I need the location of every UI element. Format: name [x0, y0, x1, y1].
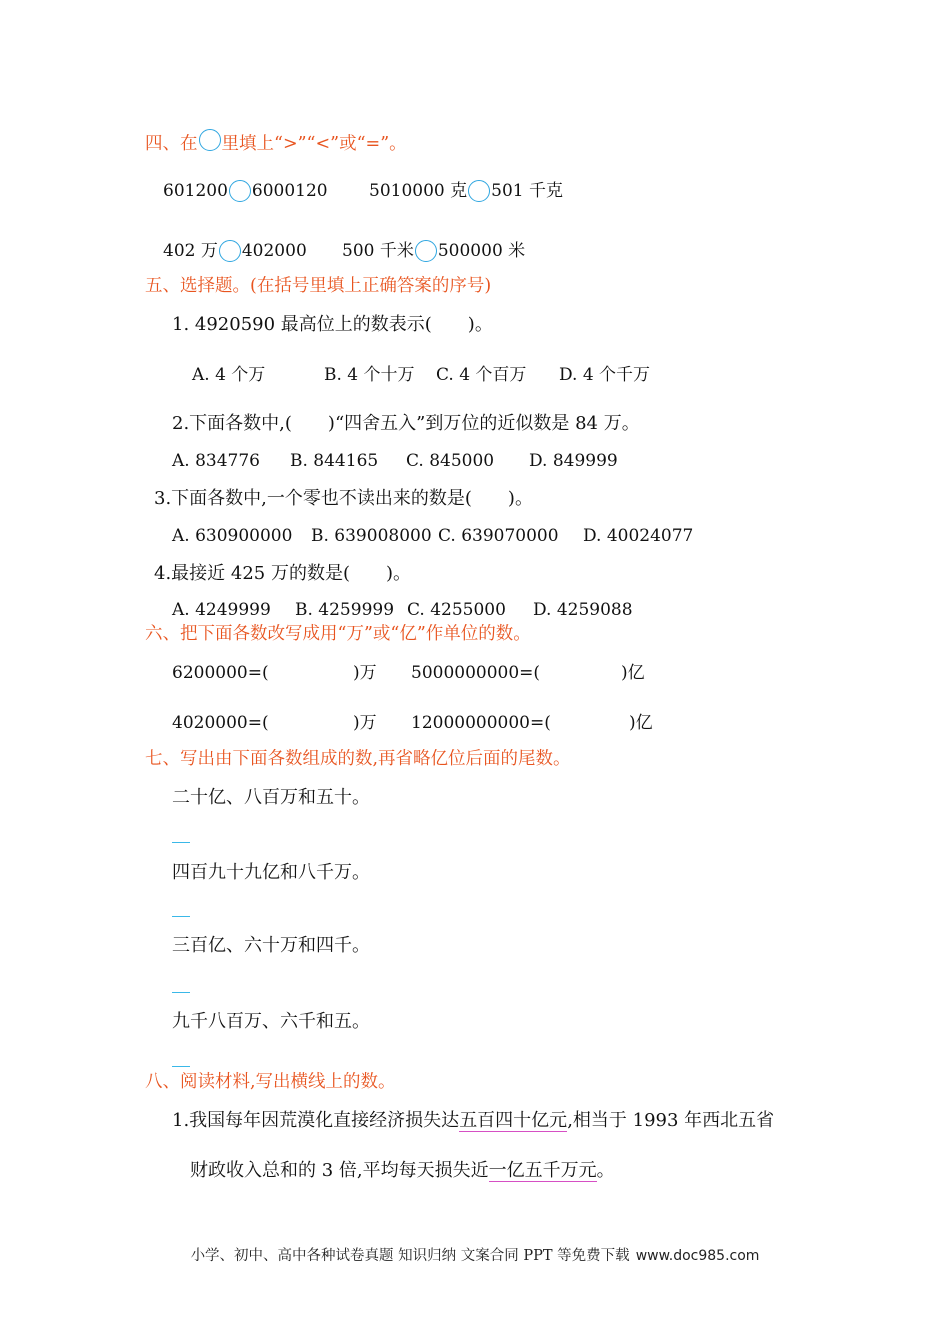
answer-blank[interactable] — [172, 1066, 190, 1067]
option-a[interactable]: A. 4 个万 — [192, 365, 266, 385]
rewrite-item-1-label: 6200000=( — [172, 663, 269, 683]
compare-left: 402 万 — [163, 241, 218, 261]
question-4: 4.最接近 425 万的数是( )。 — [154, 563, 412, 584]
reading-paragraph-line-1 — [172, 1110, 774, 1132]
option-d[interactable]: D. 4259088 — [533, 600, 633, 620]
option-b[interactable]: B. 4 个十万 — [324, 365, 415, 385]
question-3: 3.下面各数中,一个零也不读出来的数是( )。 — [154, 488, 533, 509]
reading-text: 。 — [596, 1160, 615, 1181]
compare-item — [342, 240, 525, 262]
option-c[interactable]: C. 639070000 — [438, 526, 559, 546]
option-d[interactable]: D. 849999 — [529, 451, 618, 471]
underlined-number: 五百四十亿元 — [459, 1110, 568, 1131]
compose-item-1: 二十亿、八百万和五十。 — [172, 787, 370, 808]
option-b[interactable]: B. 4259999 — [295, 600, 395, 620]
underlined-number: 一亿五千万元 — [488, 1160, 597, 1181]
compare-right: 500000 米 — [437, 241, 526, 261]
section-6-heading: 六、把下面各数改写成用“万”或“亿”作单位的数。 — [145, 624, 531, 644]
compose-item-4: 九千八百万、六千和五。 — [172, 1011, 370, 1032]
page-footer — [0, 1244, 950, 1265]
option-b[interactable]: B. 844165 — [290, 451, 379, 471]
reading-text: ,相当于 1993 年西北五省 — [567, 1110, 775, 1131]
compare-left: 500 千米 — [342, 241, 414, 261]
option-a[interactable]: A. 834776 — [172, 451, 260, 471]
compare-circle-blank[interactable] — [229, 180, 251, 202]
reading-paragraph-line-2 — [190, 1160, 615, 1182]
rewrite-item-2-label: 5000000000=( — [411, 663, 541, 683]
compare-left: 5010000 克 — [369, 181, 468, 201]
option-c[interactable]: C. 845000 — [406, 451, 495, 471]
option-c[interactable]: C. 4 个百万 — [436, 365, 527, 385]
option-a[interactable]: A. 630900000 — [172, 526, 293, 546]
question-1: 1. 4920590 最高位上的数表示( )。 — [172, 314, 493, 335]
section-5-heading: 五、选择题。(在括号里填上正确答案的序号) — [145, 276, 492, 296]
question-2: 2.下面各数中,( )“四舍五入”到万位的近似数是 84 万。 — [172, 413, 640, 434]
compose-item-3: 三百亿、六十万和四千。 — [172, 935, 370, 956]
rewrite-item-4-label: 12000000000=( — [411, 713, 551, 733]
option-d[interactable]: D. 4 个千万 — [559, 365, 651, 385]
heading-text: 里填上“>”“<”或“=”。 — [221, 134, 407, 154]
compare-item — [369, 180, 563, 202]
option-b[interactable]: B. 639008000 — [311, 526, 432, 546]
compare-circle-blank[interactable] — [468, 180, 490, 202]
compare-right: 6000120 — [251, 181, 328, 201]
rewrite-item-2-unit: )亿 — [621, 663, 645, 683]
compare-right: 501 千克 — [491, 181, 563, 201]
compare-right: 402000 — [241, 241, 307, 261]
rewrite-item-3-label: 4020000=( — [172, 713, 269, 733]
option-a[interactable]: A. 4249999 — [172, 600, 271, 620]
option-c[interactable]: C. 4255000 — [407, 600, 506, 620]
circle-blank-icon — [199, 129, 221, 151]
rewrite-item-4-unit: )亿 — [629, 713, 653, 733]
section-7-heading: 七、写出由下面各数组成的数,再省略亿位后面的尾数。 — [145, 749, 571, 769]
compare-circle-blank[interactable] — [219, 240, 241, 262]
reading-text: 1.我国每年因荒漠化直接经济损失达 — [172, 1110, 460, 1131]
rewrite-item-3-unit: )万 — [353, 713, 377, 733]
compare-item — [163, 240, 307, 262]
answer-blank[interactable] — [172, 916, 190, 917]
rewrite-item-1-unit: )万 — [353, 663, 377, 683]
answer-blank[interactable] — [172, 992, 190, 993]
section-8-heading: 八、阅读材料,写出横线上的数。 — [145, 1072, 396, 1092]
footer-text: 小学、初中、高中各种试卷真题 知识归纳 文案合同 PPT 等免费下载 — [190, 1248, 630, 1264]
compare-item — [163, 180, 328, 202]
heading-text: 四、在 — [145, 134, 198, 154]
section-4-heading — [145, 129, 407, 155]
compare-circle-blank[interactable] — [415, 240, 437, 262]
answer-blank[interactable] — [172, 842, 190, 843]
reading-text: 财政收入总和的 3 倍,平均每天损失近 — [190, 1160, 489, 1181]
compose-item-2: 四百九十九亿和八千万。 — [172, 862, 370, 883]
option-d[interactable]: D. 40024077 — [583, 526, 694, 546]
footer-website-link[interactable]: www.doc985.com — [635, 1248, 760, 1264]
compare-left: 601200 — [163, 181, 228, 201]
